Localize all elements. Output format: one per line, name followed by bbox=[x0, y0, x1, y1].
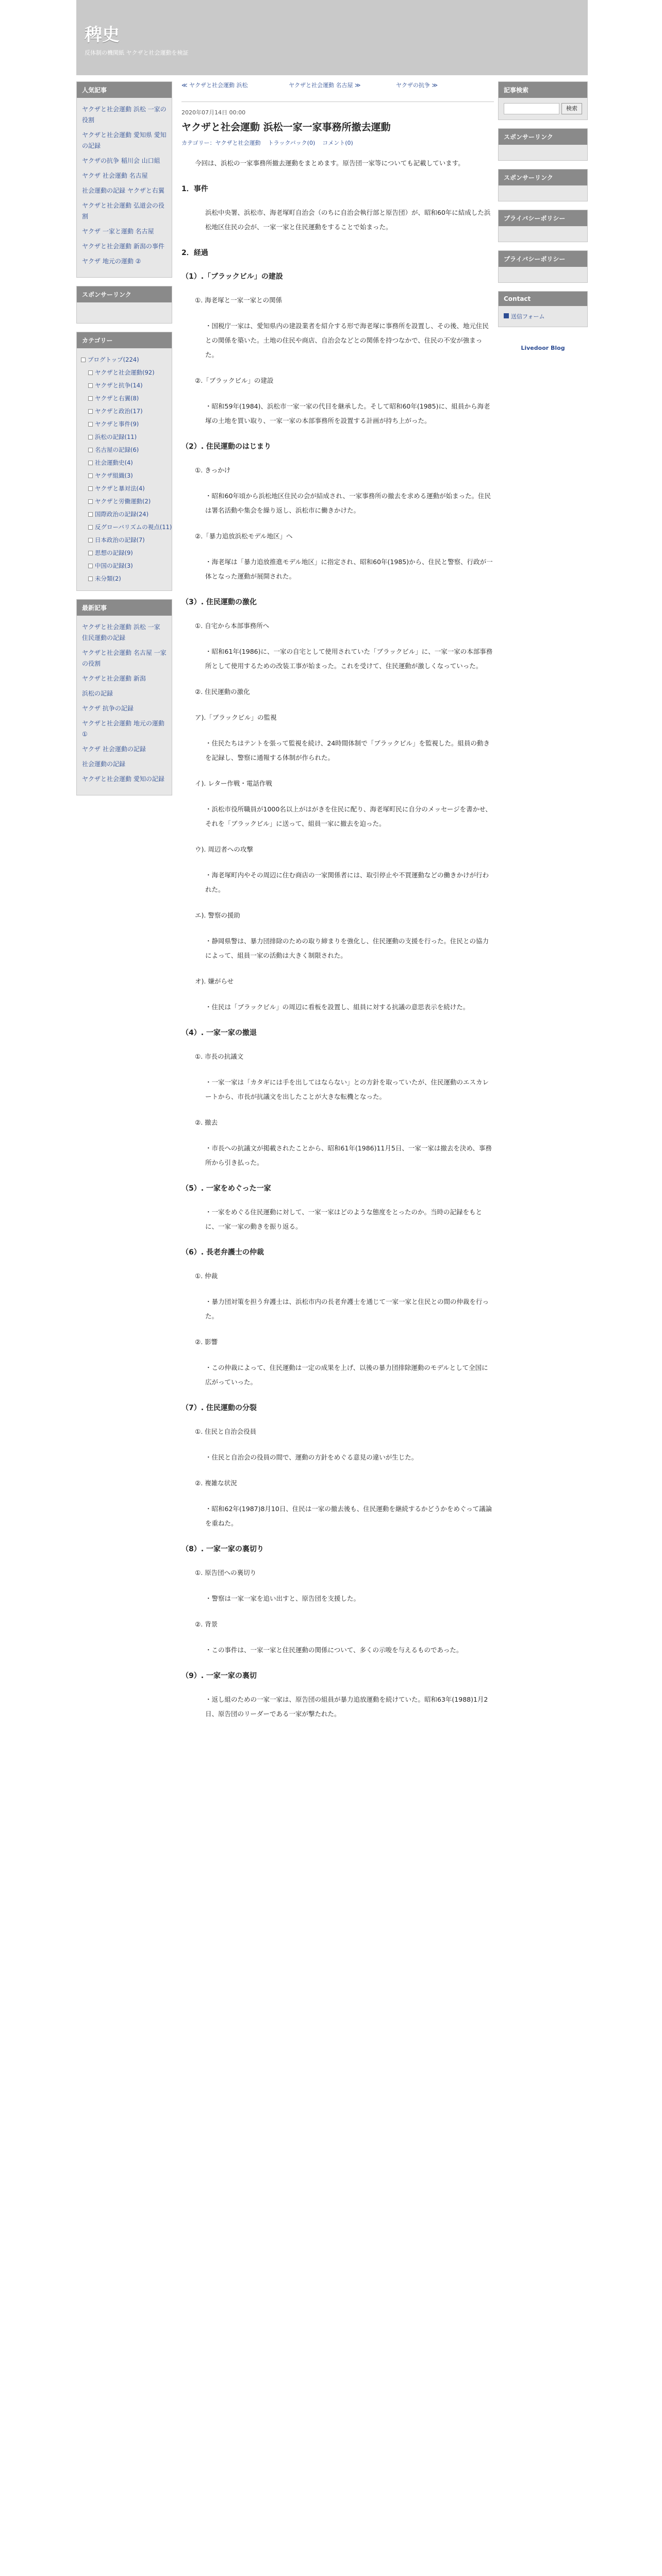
section-paragraph: ・海老塚は「暴力追放推進モデル地区」に指定され、昭和60年(1985)から、住民と警察、行政が一体となった運動が展開された。 bbox=[205, 558, 493, 580]
section-heading: （2）. 住民運動のはじまり bbox=[181, 443, 271, 451]
search-input[interactable] bbox=[504, 103, 559, 114]
sponsor-box-r1 bbox=[498, 128, 588, 161]
section-paragraph: ア).「ブラックビル」の監視 bbox=[195, 714, 277, 721]
folder-icon bbox=[88, 409, 93, 414]
section-paragraph: ・この仲裁によって、住民運動は一定の成果を上げ、以後の暴力団排除運動のモデルとして全国に広がっていった。 bbox=[205, 1364, 488, 1386]
site-description: 反体制の機関紙 ヤクザと社会運動を検証 bbox=[85, 49, 189, 56]
popular-title: 人気記事 bbox=[77, 82, 172, 98]
popular-item bbox=[82, 185, 167, 196]
section-paragraph: ・昭和59年(1984)、浜松市一家一家の代目を継承した。そして昭和60年(1985)に、組員から海老塚の土地を買い取り、一家一家の本部事務所を設置する計画が持ち上がった。 bbox=[205, 402, 490, 425]
mail-icon bbox=[504, 313, 509, 318]
popular-link[interactable]: ヤクザと社会運動 新潟の事件 bbox=[82, 243, 164, 250]
category-label[interactable]: 名古屋の記録 bbox=[95, 446, 130, 453]
section-paragraph: ②. 撤去 bbox=[195, 1118, 218, 1126]
category-label[interactable]: 中国の記録 bbox=[95, 562, 125, 569]
post-date: 2020年07月14日 00:00 bbox=[181, 109, 246, 116]
recent-item bbox=[82, 744, 167, 755]
popular-item bbox=[82, 171, 167, 181]
section-paragraph: ・暴力団対策を担う弁護士は、浜松市内の長老弁護士を通じて一家一家と住民との間の仲裁を行った。 bbox=[205, 1298, 489, 1320]
section-heading: （1）.「ブラックビル」の建設 bbox=[181, 273, 283, 281]
next-link-1[interactable]: ヤクザと社会運動 名古屋 ≫ bbox=[289, 82, 361, 89]
category-label[interactable]: 未分類 bbox=[95, 575, 113, 582]
category-item[interactable] bbox=[81, 418, 168, 431]
sponsor-title-r2: スポンサーリンク bbox=[499, 170, 587, 185]
search-title: 記事検索 bbox=[499, 82, 587, 98]
recent-item bbox=[82, 622, 167, 643]
section-heading: （5）. 一家をめぐった一家 bbox=[181, 1184, 271, 1193]
folder-icon bbox=[88, 461, 93, 465]
category-label[interactable]: ヤクザ組織 bbox=[95, 472, 125, 479]
category-item[interactable] bbox=[81, 392, 168, 405]
category-count: (11) bbox=[159, 523, 172, 531]
section-paragraph: ②. 影響 bbox=[195, 1338, 218, 1346]
folder-icon bbox=[88, 525, 93, 530]
section-paragraph: ・市長への抗議文が掲載されたことから、昭和61年(1986)11月5日、一家一家は撤去を決め、事務所から引き払った。 bbox=[205, 1144, 492, 1166]
category-label[interactable]: ブログトップ bbox=[88, 356, 123, 363]
prev-link[interactable]: ≪ ヤクザと社会運動 浜松 bbox=[181, 82, 248, 89]
category-item[interactable] bbox=[81, 572, 168, 585]
section-heading: （8）. 一家一家の裏切り bbox=[181, 1545, 264, 1553]
section-paragraph: ・住民たちはテントを張って監視を続け、24時間体制で「ブラックビル」を監視した。組員の動きを記録し、警察に通報する体制が作られた。 bbox=[205, 739, 490, 761]
category-count: (4) bbox=[136, 485, 145, 492]
section-paragraph: ・一家一家は「カタギには手を出してはならない」との方針を取っていたが、住民運動のエスカレートから、市長が抗議文を出したことが大きな転機となった。 bbox=[205, 1078, 489, 1100]
trackback-link[interactable]: トラックバック(0) bbox=[268, 140, 316, 146]
contact-title: Contact bbox=[499, 292, 587, 306]
category-label[interactable]: ヤクザと政治 bbox=[95, 408, 130, 415]
section-heading: （9）. 一家一家の裏切 bbox=[181, 1672, 257, 1680]
folder-icon bbox=[88, 370, 93, 375]
category-item[interactable] bbox=[81, 431, 168, 444]
sponsor-title-r1: スポンサーリンク bbox=[499, 129, 587, 145]
folder-icon bbox=[88, 422, 93, 427]
category-label[interactable]: 浜松の記録 bbox=[95, 433, 125, 440]
recent-link[interactable]: ヤクザと社会運動 名古屋 一家の役割 bbox=[82, 649, 167, 667]
section-heading: （7）. 住民運動の分裂 bbox=[181, 1404, 257, 1412]
contact-box bbox=[498, 291, 588, 327]
section-paragraph: ウ). 周辺者への攻撃 bbox=[195, 845, 253, 853]
category-item[interactable] bbox=[81, 521, 172, 534]
category-item[interactable] bbox=[81, 444, 168, 456]
category-count: (6) bbox=[130, 446, 139, 453]
recent-item bbox=[82, 718, 167, 740]
category-count: (24) bbox=[136, 511, 149, 518]
popular-item bbox=[82, 226, 167, 237]
category-item[interactable] bbox=[81, 469, 168, 482]
folder-icon bbox=[88, 435, 93, 439]
category-item[interactable] bbox=[81, 379, 168, 392]
recent-box bbox=[76, 599, 172, 795]
section-paragraph: ・昭和60年頃から浜松地区住民の会が結成され、一家事務所の撤去を求める運動が始まった。住民は署名活動や集会を繰り返し、浜松市に働きかけた。 bbox=[205, 492, 491, 514]
breadcrumb bbox=[181, 81, 494, 102]
category-item[interactable] bbox=[81, 482, 168, 495]
popular-item bbox=[82, 256, 167, 267]
section-paragraph: ・住民と自治会の役員の間で、運動の方針をめぐる意見の違いが生じた。 bbox=[205, 1453, 418, 1461]
popular-link[interactable]: ヤクザ 一家と運動 名古屋 bbox=[82, 228, 154, 235]
recent-list bbox=[77, 616, 172, 795]
section-paragraph: ・浜松市役所職員が1000名以上がはがきを住民に配り、海老塚町民に自分のメッセージを書かせ、それを「ブラックビル」に送って、組員一家に撤去を迫った。 bbox=[205, 805, 492, 827]
recent-link[interactable]: ヤクザと社会運動 浜松 一家 住民運動の記録 bbox=[82, 623, 160, 641]
popular-item bbox=[82, 130, 167, 151]
privacy-title-2: プライバシーポリシー bbox=[499, 251, 587, 267]
category-item[interactable] bbox=[81, 560, 168, 572]
category-label[interactable]: 反グローバリズムの視点 bbox=[95, 523, 160, 531]
section-paragraph: ・警察は一家一家を追い出すと、原告団を支援した。 bbox=[205, 1595, 360, 1602]
privacy-box-1 bbox=[498, 210, 588, 242]
section-paragraph: ・昭和62年(1987)8月10日、住民は一家の撤去後も、住民運動を継続するかどうかをめぐって議論を重ねた。 bbox=[205, 1505, 492, 1527]
section-paragraph: ・静岡県警は、暴力団排除のための取り締まりを強化し、住民運動の支援を行った。住民との協力によって、組員一家の活動は大きく制限された。 bbox=[205, 937, 489, 959]
popular-link[interactable]: ヤクザと社会運動 浜松 一家の役割 bbox=[82, 106, 167, 124]
section-paragraph: ①. 市長の抗議文 bbox=[195, 1053, 244, 1060]
post-intro: 今回は、浜松の一家事務所撤去運動をまとめます。原告団一家等についても記載しています。 bbox=[195, 159, 465, 167]
folder-icon bbox=[88, 577, 93, 581]
popular-list bbox=[77, 98, 172, 277]
category-count: (224) bbox=[123, 356, 139, 363]
folder-icon bbox=[88, 383, 93, 388]
category-label[interactable]: 社会運動史 bbox=[95, 459, 125, 466]
section-paragraph: ②. 複雑な状況 bbox=[195, 1479, 237, 1487]
powered-by[interactable]: Livedoor Blog bbox=[521, 345, 565, 351]
category-count: (11) bbox=[124, 433, 137, 440]
section-paragraph: ・この事件は、一家一家と住民運動の関係について、多くの示唆を与えるものであった。 bbox=[205, 1646, 463, 1654]
popular-link[interactable]: ヤクザの抗争 稲川会 山口組 bbox=[82, 157, 160, 164]
popular-link[interactable]: ヤクザと社会運動 愛知県 愛知の記録 bbox=[82, 131, 167, 149]
category-item[interactable] bbox=[81, 353, 168, 366]
category-count: (9) bbox=[124, 549, 133, 556]
section-paragraph: ①. 仲裁 bbox=[195, 1272, 218, 1280]
folder-icon bbox=[88, 499, 93, 504]
main-column bbox=[181, 81, 494, 1733]
category-title: カテゴリー bbox=[77, 332, 172, 348]
recent-link[interactable]: 社会運動の記録 bbox=[82, 760, 126, 768]
recent-link[interactable]: ヤクザ 抗争の記録 bbox=[82, 705, 134, 712]
folder-icon bbox=[88, 512, 93, 517]
post-meta bbox=[181, 139, 494, 147]
post-body bbox=[181, 156, 494, 1721]
privacy-title-1: プライバシーポリシー bbox=[499, 210, 587, 226]
category-item[interactable] bbox=[81, 534, 168, 547]
section-heading: （6）. 長老弁護士の仲裁 bbox=[181, 1248, 264, 1257]
section-paragraph: ①. 住民と自治会役員 bbox=[195, 1428, 257, 1435]
right-sidebar bbox=[498, 81, 588, 357]
section-paragraph: ・返し組のための一家一家は、原告団の組員が暴力追放運動を続けていた。昭和63年(1988)1月2日、原告団のリーダーである一家が撃たれた。 bbox=[205, 1696, 488, 1718]
popular-link[interactable]: ヤクザと社会運動 弘道会の役割 bbox=[82, 202, 164, 220]
category-count: (17) bbox=[130, 408, 143, 415]
popular-link[interactable]: ヤクザ 地元の運動 ② bbox=[82, 258, 141, 265]
post-category-link[interactable]: カテゴリー：ヤクザと社会運動 bbox=[181, 140, 261, 146]
search-box bbox=[498, 81, 588, 120]
section-paragraph: ①. 原告団への裏切り bbox=[195, 1569, 257, 1577]
section-paragraph: ・住民は「ブラックビル」の周辺に看板を設置し、組員に対する抗議の意思表示を続けた。 bbox=[205, 1003, 470, 1011]
category-count: (9) bbox=[130, 420, 139, 428]
recent-item bbox=[82, 688, 167, 699]
section-paragraph: ・一家をめぐる住民運動に対して、一家一家はどのような態度をとったのか。当時の記録をもとに、一家一家の動きを振り返る。 bbox=[205, 1208, 483, 1230]
category-item[interactable] bbox=[81, 366, 168, 379]
sponsor-box-left bbox=[76, 286, 172, 324]
popular-box bbox=[76, 81, 172, 278]
section-heading: 2．経過 bbox=[181, 249, 208, 257]
section-paragraph: 浜松中央署、浜松市、海老塚町自治会（のちに自治会執行部と原告団）が、昭和60年に結成した浜松地区住民の会が、一家一家と住民運動をすることで始まった。 bbox=[205, 209, 491, 231]
popular-item bbox=[82, 156, 167, 166]
section-paragraph: ②.「ブラックビル」の建設 bbox=[195, 377, 274, 384]
section-heading: 1．事件 bbox=[181, 185, 208, 193]
recent-item bbox=[82, 703, 167, 714]
section-paragraph: エ). 警察の援助 bbox=[195, 911, 240, 919]
category-tree bbox=[77, 348, 172, 590]
sponsor-title-left: スポンサーリンク bbox=[77, 286, 172, 302]
category-label[interactable]: 日本政治の記録 bbox=[95, 536, 137, 544]
section-paragraph: ①. 自宅から本部事務所へ bbox=[195, 622, 270, 630]
section-paragraph: イ). レター作戦・電話作戦 bbox=[195, 779, 272, 787]
section-paragraph: ①. 海老塚と一家一家との関係 bbox=[195, 296, 283, 304]
category-label[interactable]: ヤクザと暴対法 bbox=[95, 485, 137, 492]
recent-item bbox=[82, 759, 167, 770]
section-heading: （3）. 住民運動の激化 bbox=[181, 598, 257, 606]
folder-icon bbox=[88, 486, 93, 491]
category-item[interactable] bbox=[81, 456, 168, 469]
recent-link[interactable]: ヤクザと社会運動 新潟 bbox=[82, 675, 146, 682]
folder-icon bbox=[88, 396, 93, 401]
section-paragraph: ②. 背景 bbox=[195, 1620, 218, 1628]
recent-item bbox=[82, 673, 167, 684]
recent-item bbox=[82, 774, 167, 785]
comment-link[interactable]: コメント(0) bbox=[322, 140, 353, 146]
folder-icon bbox=[81, 358, 86, 362]
folder-icon bbox=[88, 473, 93, 478]
folder-icon bbox=[88, 448, 93, 452]
popular-item bbox=[82, 104, 167, 126]
category-item[interactable] bbox=[81, 495, 168, 508]
category-count: (92) bbox=[142, 369, 155, 376]
category-label[interactable]: ヤクザと労働運動 bbox=[95, 498, 142, 505]
category-item[interactable] bbox=[81, 547, 168, 560]
recent-item bbox=[82, 648, 167, 669]
folder-icon bbox=[88, 538, 93, 543]
recent-title: 最新記事 bbox=[77, 600, 172, 616]
popular-item bbox=[82, 241, 167, 252]
category-count: (14) bbox=[130, 382, 143, 389]
popular-link[interactable]: 社会運動の記録 ヤクザと右翼 bbox=[82, 187, 164, 194]
category-item[interactable] bbox=[81, 508, 168, 521]
category-count: (2) bbox=[112, 575, 121, 582]
category-count: (3) bbox=[124, 472, 133, 479]
category-label[interactable]: 思想の記録 bbox=[95, 549, 125, 556]
category-count: (2) bbox=[142, 498, 151, 505]
category-label[interactable]: ヤクザと社会運動 bbox=[95, 369, 142, 376]
section-paragraph: ①. きっかけ bbox=[195, 466, 231, 474]
category-count: (7) bbox=[136, 536, 145, 544]
site-title[interactable]: 稗史 bbox=[85, 25, 120, 45]
privacy-box-2 bbox=[498, 250, 588, 283]
section-paragraph: ②.「暴力追放浜松モデル地区」へ bbox=[195, 532, 293, 540]
site-header bbox=[76, 0, 588, 75]
recent-link[interactable]: ヤクザ 社会運動の記録 bbox=[82, 745, 146, 753]
category-count: (4) bbox=[124, 459, 133, 466]
popular-link[interactable]: ヤクザ 社会運動 名古屋 bbox=[82, 172, 148, 179]
search-button[interactable]: 検索 bbox=[561, 103, 582, 114]
category-item[interactable] bbox=[81, 405, 168, 418]
recent-link[interactable]: ヤクザと社会運動 愛知の記録 bbox=[82, 775, 164, 783]
contact-link[interactable]: 送信フォーム bbox=[511, 313, 545, 320]
folder-icon bbox=[88, 564, 93, 568]
section-paragraph: ・国税庁一家は、愛知県内の建設業者を紹介する形で海老塚に事務所を設置し、その後、地元住民との関係を築いた。土地の住民や商店、自治会などとの関係を持つなかで、住民の不安が強まった。 bbox=[205, 322, 489, 359]
category-label[interactable]: 国際政治の記録 bbox=[95, 511, 137, 518]
category-label[interactable]: ヤクザと抗争 bbox=[95, 382, 130, 389]
category-count: (3) bbox=[124, 562, 133, 569]
section-paragraph: オ). 嫌がらせ bbox=[195, 977, 234, 985]
section-paragraph: ・昭和61年(1986)に、一家の自宅として使用されていた「ブラックビル」に、一家一家の本部事務所として使用するための改装工事が始まった。これを受けて、住民運動が激しくなっていった。 bbox=[205, 648, 493, 670]
post-title[interactable]: ヤクザと社会運動 浜松一家一家事務所撤去運動 bbox=[181, 122, 391, 133]
next-link-2[interactable]: ヤクザの抗争 ≫ bbox=[396, 82, 438, 89]
section-paragraph: ・海老塚町内やその周辺に住む商店の一家関係者には、取引停止や不買運動などの働きかけが行われた。 bbox=[205, 871, 489, 893]
left-sidebar bbox=[76, 81, 172, 804]
folder-icon bbox=[88, 551, 93, 555]
recent-link[interactable]: 浜松の記録 bbox=[82, 690, 113, 697]
sponsor-box-r2 bbox=[498, 169, 588, 201]
category-count: (8) bbox=[130, 395, 139, 402]
section-heading: （4）. 一家一家の撤退 bbox=[181, 1029, 257, 1037]
recent-link[interactable]: ヤクザと社会運動 地元の運動 ① bbox=[82, 720, 164, 738]
popular-item bbox=[82, 200, 167, 222]
category-box bbox=[76, 332, 172, 591]
section-paragraph: ②. 住民運動の激化 bbox=[195, 688, 250, 696]
category-label[interactable]: ヤクザと事件 bbox=[95, 420, 130, 428]
category-label[interactable]: ヤクザと右翼 bbox=[95, 395, 130, 402]
